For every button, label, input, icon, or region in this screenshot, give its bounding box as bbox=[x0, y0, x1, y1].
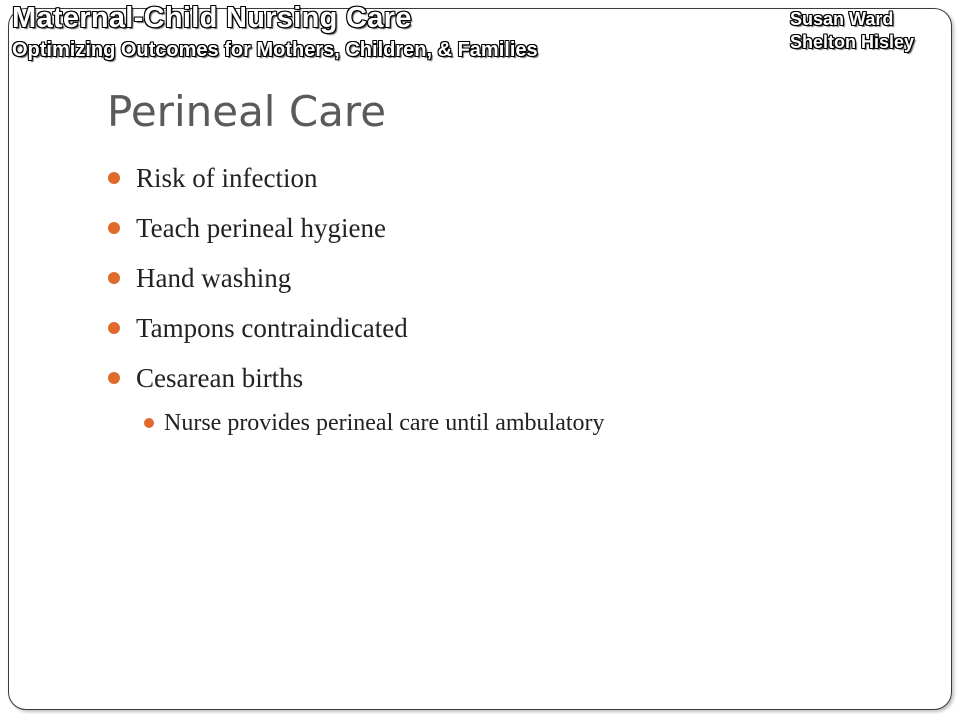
bullet-dot-icon bbox=[108, 222, 120, 234]
bullet-text: Teach perineal hygiene bbox=[136, 213, 386, 243]
bullet-item bbox=[108, 258, 408, 298]
bullet-item bbox=[108, 358, 408, 398]
bullet-item bbox=[108, 208, 408, 248]
author-name: Susan Ward bbox=[790, 9, 894, 29]
book-title: Maternal-Child Nursing Care bbox=[12, 2, 412, 34]
sub-bullet-text: Nurse provides perineal care until ambulatory bbox=[164, 410, 605, 436]
slide-title: Perineal Care bbox=[107, 87, 387, 136]
bullet-text: Tampons contraindicated bbox=[136, 313, 408, 343]
bullet-text: Cesarean births bbox=[136, 363, 304, 393]
authors bbox=[790, 8, 914, 54]
sub-bullet-item bbox=[144, 406, 605, 440]
sub-bullet-dot-icon bbox=[144, 418, 154, 428]
bullet-text: Risk of infection bbox=[136, 163, 318, 193]
author-name: Shelton Hisley bbox=[790, 32, 915, 52]
bullet-item bbox=[108, 158, 408, 198]
sub-bullet-list bbox=[144, 406, 605, 440]
bullet-list bbox=[108, 158, 408, 408]
book-subtitle: Optimizing Outcomes for Mothers, Children, & Families bbox=[12, 39, 538, 61]
bullet-item bbox=[108, 308, 408, 348]
bullet-dot-icon bbox=[108, 372, 120, 384]
bullet-text: Hand washing bbox=[136, 263, 292, 293]
bullet-dot-icon bbox=[108, 322, 120, 334]
bullet-dot-icon bbox=[108, 272, 120, 284]
bullet-dot-icon bbox=[108, 172, 120, 184]
